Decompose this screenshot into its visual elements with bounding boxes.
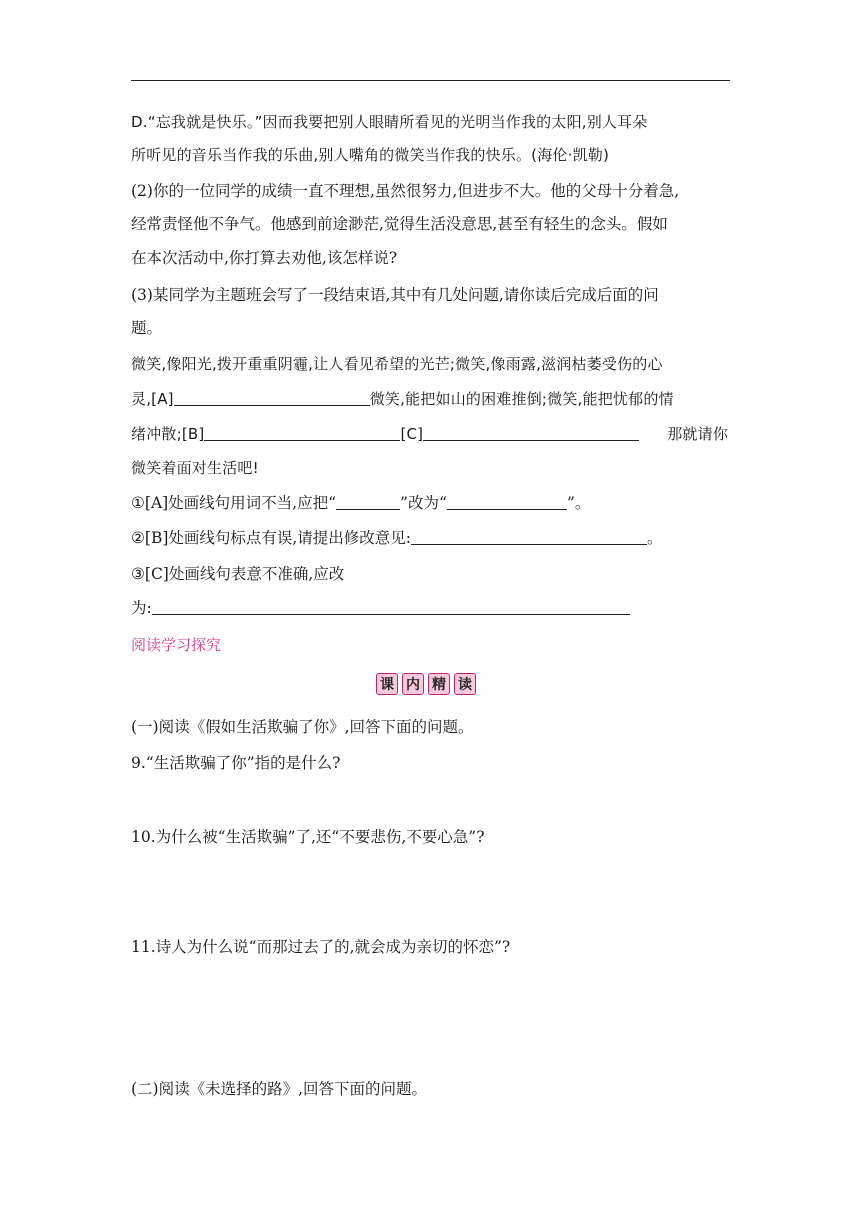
subquestion-3-line-2 [131,598,630,618]
blank-c[interactable] [423,424,639,441]
question-2-line-3: 在本次活动中,你打算去劝他,该怎样说? [131,249,398,267]
reading-1-heading: (一)阅读《假如生活欺骗了你》,回答下面的问题。 [131,718,474,736]
passage-line-2 [131,389,674,409]
reading-2-heading: (二)阅读《未选择的路》,回答下面的问题。 [131,1080,428,1098]
header-rule [131,80,730,81]
subquestion-3-line-1: ③[C]处画线句表意不准确,应改 [131,565,345,583]
blank-a[interactable] [174,389,370,406]
question-2-line-1: (2)你的一位同学的成绩一直不理想,虽然很努力,但进步不大。他的父母十分着急, [131,182,680,200]
passage-line-3-start: 绪冲散;[B] [131,425,205,443]
subquestion-1-mid: ”改为“ [400,494,447,512]
subquestion-1-start: ①[A]处画线句用词不当,应把“ [131,494,337,512]
passage-line-3-mid: [C] [400,425,424,443]
badge-char-1: 课 [376,673,398,695]
badge-row [376,673,476,695]
passage-line-1: 微笑,像阳光,拨开重重阴霾,让人看见希望的光芒;微笑,像雨露,滋润枯萎受伤的心 [131,355,663,373]
badge-char-4: 读 [454,673,476,695]
passage-line-3 [131,424,728,444]
blank-rewrite[interactable] [152,598,630,615]
badge-char-2: 内 [402,673,424,695]
subquestion-2 [131,528,663,548]
question-3-line-1: (3)某同学为主题班会写了一段结束语,其中有几处问题,请你读后完成后面的问 [131,286,659,304]
passage-line-2-end: 微笑,能把如山的困难推倒;微笑,能把忧郁的情 [369,390,674,408]
section-title: 阅读学习探究 [131,636,222,654]
subquestion-1-end: ”。 [566,494,591,512]
subquestion-1 [131,493,590,513]
question-10: 10.为什么被“生活欺骗”了,还“不要悲伤,不要心急”? [131,828,485,846]
question-9: 9.“生活欺骗了你”指的是什么? [131,754,341,772]
passage-line-3-end: 那就请你 [667,425,729,443]
blank-wrong-word[interactable] [336,493,400,510]
subquestion-3-prefix: 为: [131,599,152,617]
badge-char-3: 精 [428,673,450,695]
option-d-line-2: 所听见的音乐当作我的乐曲,别人嘴角的微笑当作我的快乐。(海伦·凯勒) [131,146,610,164]
question-2-line-2: 经常责怪他不争气。他感到前途渺茫,觉得生活没意思,甚至有轻生的念头。假如 [131,215,668,233]
question-3-line-2: 题。 [131,319,163,337]
blank-b[interactable] [204,424,400,441]
passage-line-4: 微笑着面对生活吧! [131,459,259,477]
blank-correct-word[interactable] [447,493,567,510]
subquestion-2-end: 。 [647,529,663,547]
passage-line-2-start: 灵,[A] [131,390,174,408]
option-d-line-1: D.“忘我就是快乐。”因而我要把别人眼睛所看见的光明当作我的太阳,别人耳朵 [131,113,648,131]
subquestion-2-start: ②[B]处画线句标点有误,请提出修改意见: [131,529,412,547]
blank-punctuation-fix[interactable] [411,528,647,545]
question-11: 11.诗人为什么说“而那过去了的,就会成为亲切的怀恋”? [131,938,511,956]
